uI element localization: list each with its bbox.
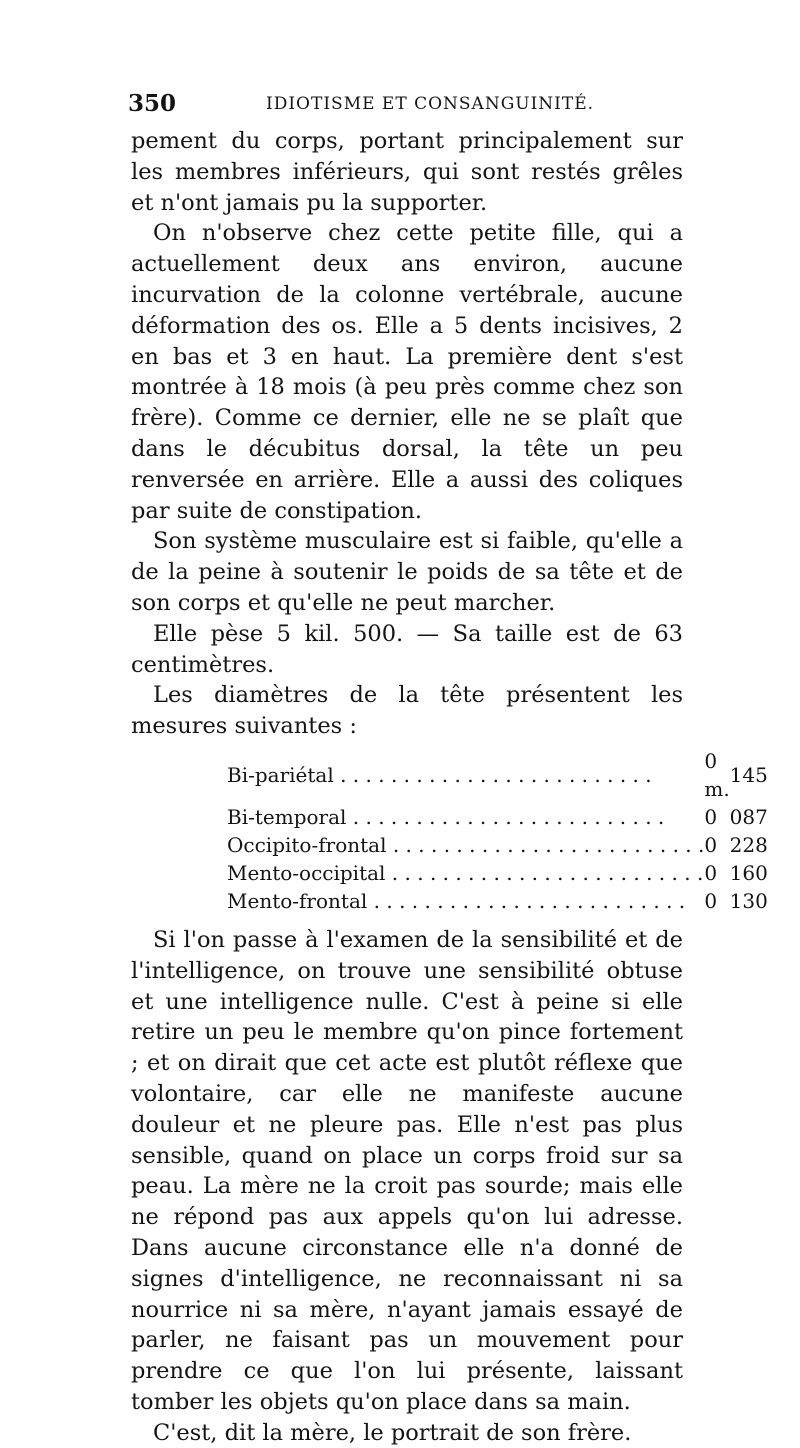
measure-label: Mento-occipital . . . <box>227 859 704 887</box>
page-body <box>131 126 768 1448</box>
measure-label: Bi-temporal . . . <box>227 803 704 831</box>
table-row <box>227 887 768 915</box>
table-row <box>227 831 768 859</box>
paragraph-continuation: pement du corps, portant principalement sur les membres inférieurs, qui sont restés grêles et n'ont jamais pu la supporter. <box>131 128 683 216</box>
measure-value: 160 <box>729 860 768 885</box>
paragraph: Elle pèse 5 kil. 500. — Sa taille est de 63 centimètres. <box>131 620 683 678</box>
measure-unit: 0 m. <box>704 748 730 801</box>
paragraph: Son système musculaire est si faible, qu'elle a de la peine à soutenir le poids de sa tête et de son corps et qu'elle ne peut marcher. <box>131 528 683 616</box>
running-title: IDIOTISME ET CONSANGUINITÉ. <box>266 94 595 114</box>
measure-value: 130 <box>729 888 768 913</box>
page-header <box>128 90 680 124</box>
measure-label: Occipito-frontal . . . <box>227 831 704 859</box>
page-number: 350 <box>128 90 177 117</box>
measurements-table <box>227 747 768 915</box>
measure-label: Bi-pariétal . . . <box>227 747 704 803</box>
measure-unit: 0 <box>704 832 718 857</box>
measure-value: 087 <box>729 804 768 829</box>
paragraph: Si l'on passe à l'examen de la sensibilité et de l'intelligence, on trouve une sensibilité obtuse et une intelligence nulle. C'est à peine si elle retire un peu le membre qu'on pince fortement ; et on dirait que cet acte est plutôt réflexe que volontaire, car elle ne manifeste aucune douleur et ne pleure pas. Elle n'est pas plus sensible, quand on place un corps froid sur sa peau. La mère ne la croit pas sourde; mais elle ne répond pas aux appels qu'on lui adresse. Dans aucune circonstance elle n'a donné de signes d'intelligence, ne reconnaissant ni sa nourrice ni sa mère, n'ayant jamais essayé de parler, ne faisant pas un mouvement pour prendre ce que l'on lui présente, laissant tomber les objets qu'on place dans sa main. <box>131 926 683 1415</box>
measure-unit: 0 <box>704 804 718 829</box>
paragraph: Les diamètres de la tête présentent les mesures suivantes : <box>131 682 683 740</box>
table-row <box>227 747 768 803</box>
table-row <box>227 859 768 887</box>
measure-label: Mento-frontal . . . <box>227 887 704 915</box>
measure-unit: 0 <box>704 888 718 913</box>
measure-unit: 0 <box>704 860 718 885</box>
measure-value: 228 <box>729 832 768 857</box>
measure-value: 145 <box>729 762 768 787</box>
table-row <box>227 803 768 831</box>
paragraph: C'est, dit la mère, le portrait de son frère. <box>153 1419 632 1446</box>
paragraph: On n'observe chez cette petite fille, qui a actuellement deux ans environ, aucune incurvation de la colonne vertébrale, aucune déformation des os. Elle a 5 dents incisives, 2 en bas et 3 en haut. La première dent s'est montrée à 18 mois (à peu près comme chez son frère). Comme ce dernier, elle ne se plaît que dans le décubitus dorsal, la tête un peu renversée en arrière. Elle a aussi des coliques par suite de constipation. <box>131 220 683 524</box>
